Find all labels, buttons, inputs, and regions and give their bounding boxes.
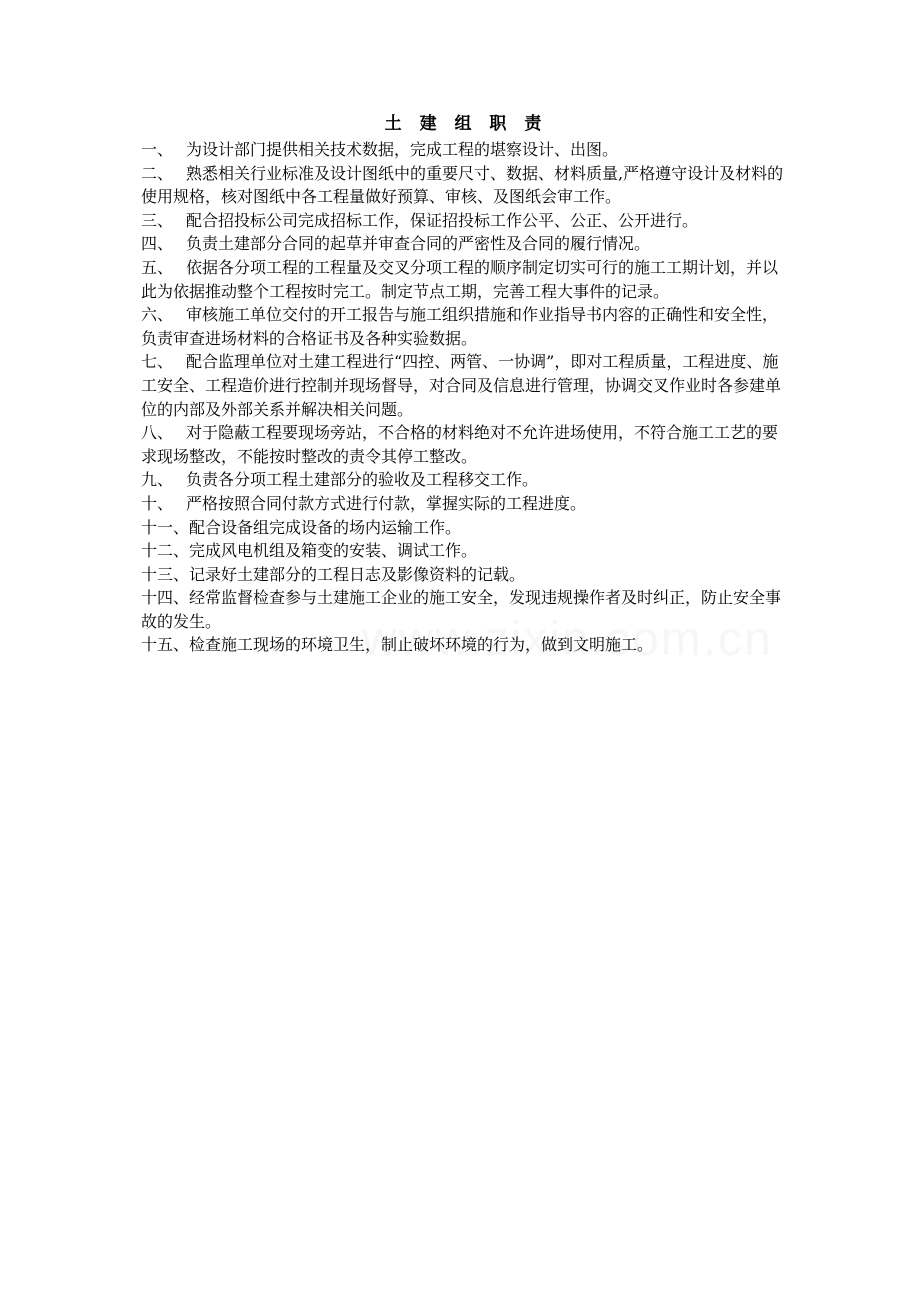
list-item bbox=[141, 492, 791, 516]
item-text: 负责各分项工程土建部分的验收及工程移交工作。 bbox=[186, 470, 539, 490]
list-item bbox=[141, 563, 791, 587]
list-item bbox=[141, 256, 791, 303]
item-number: 九、 bbox=[141, 470, 174, 490]
item-number: 十五、 bbox=[141, 635, 190, 655]
document-title: 土 建 组 职 责 bbox=[384, 114, 548, 134]
list-item bbox=[141, 539, 791, 563]
list-item bbox=[141, 421, 791, 468]
item-number: 十二、 bbox=[141, 541, 190, 561]
item-text: 审核施工单位交付的开工报告与施工组织措施和作业指导书内容的正确性和安全性，负责审查进场材料的合格证书及各种实验数据。 bbox=[141, 305, 779, 348]
item-text: 完成风电机组及箱变的安装、调试工作。 bbox=[189, 541, 478, 561]
item-number: 一、 bbox=[141, 140, 174, 159]
item-text: 配合设备组完成设备的场内运输工作。 bbox=[189, 517, 462, 537]
list-item bbox=[141, 468, 791, 492]
item-number: 八、 bbox=[141, 423, 174, 443]
item-number: 十一、 bbox=[141, 517, 190, 537]
item-number: 四、 bbox=[141, 234, 174, 254]
item-text: 记录好土建部分的工程日志及影像资料的记载。 bbox=[189, 564, 526, 584]
list-item bbox=[141, 350, 791, 421]
item-text: 对于隐蔽工程要现场旁站，不合格的材料绝对不允许进场使用，不符合施工工艺的要求现场整改，不能按时整改的责令其停工整改。 bbox=[141, 423, 779, 466]
watermark bbox=[362, 612, 773, 667]
item-number: 五、 bbox=[141, 257, 174, 277]
list-item bbox=[141, 516, 791, 540]
item-text: 检查施工现场的环境卫生，制止破坏环境的行为，做到文明施工。 bbox=[189, 635, 654, 655]
item-number: 十、 bbox=[141, 493, 174, 513]
list-item bbox=[141, 138, 791, 162]
item-number: 六、 bbox=[141, 305, 174, 325]
item-number: 二、 bbox=[141, 163, 174, 183]
item-number: 十三、 bbox=[141, 564, 190, 584]
list-item bbox=[141, 209, 791, 233]
item-text: 配合监理单位对土建工程进行“四控、两管、一协调”，即对工程质量，工程进度、施工安全、工程造价进行控制并现场督导，对合同及信息进行管理，协调交叉作业时各参建单位的内部及外部关系并解决相关问题。 bbox=[141, 352, 782, 419]
item-text: 依据各分项工程的工程量及交叉分项工程的顺序制定切实可行的施工工期计划，并以此为依据推动整个工程按时完工。制定节点工期，完善工程大事件的记录。 bbox=[141, 257, 779, 301]
item-number: 七、 bbox=[141, 352, 174, 372]
item-number: 十四、 bbox=[141, 588, 190, 608]
item-number: 三、 bbox=[141, 210, 174, 230]
item-text: 配合招投标公司完成招标工作，保证招投标工作公平、公正、公开进行。 bbox=[186, 210, 699, 230]
list-item bbox=[141, 162, 791, 209]
item-text: 严格按照合同付款方式进行付款，掌握实际的工程进度。 bbox=[186, 493, 587, 513]
list-item bbox=[141, 232, 791, 256]
item-text: 为设计部门提供相关技术数据，完成工程的堪察设计、出图。 bbox=[186, 140, 619, 159]
item-text: 负责土建部分合同的起草并审查合同的严密性及合同的履行情况。 bbox=[186, 234, 651, 254]
item-text: 经常监督检查参与土建施工企业的施工安全，发现违规操作者及时纠正，防止安全事故的发生。 bbox=[141, 588, 782, 631]
document-body bbox=[141, 112, 791, 657]
item-text: 熟悉相关行业标准及设计图纸中的重要尺寸、数据、材料质量,严格遵守设计及材料的使用规格，核对图纸中各工程量做好预算、审核、及图纸会审工作。 bbox=[141, 163, 784, 207]
list-item bbox=[141, 303, 791, 350]
